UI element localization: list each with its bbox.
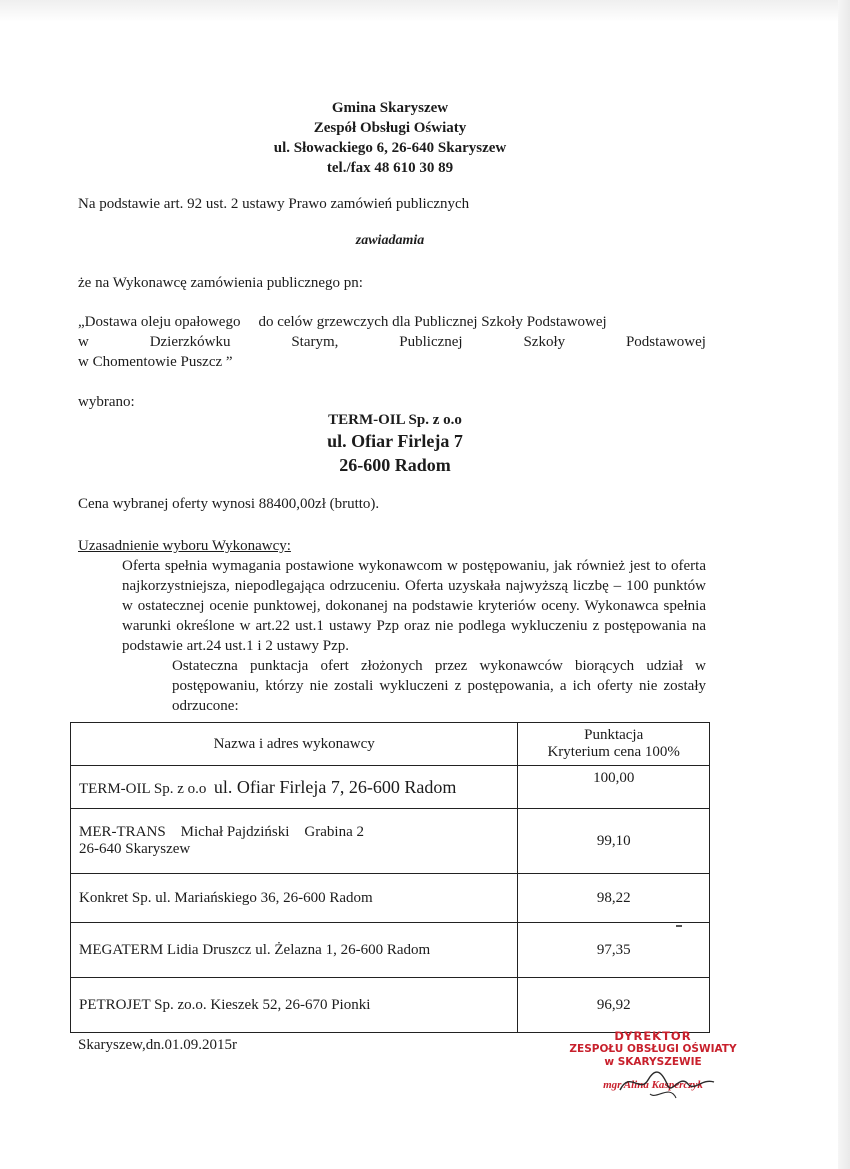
winner-city: 26-600 Radom xyxy=(339,455,451,475)
contractor-cell: PETROJET Sp. zo.o. Kieszek 52, 26-670 Pionki xyxy=(71,978,518,1033)
justification-title: Uzasadnienie wyboru Wykonawcy: xyxy=(78,538,291,554)
justification-para1 xyxy=(78,556,706,656)
winner-name: TERM-OIL Sp. z o.o xyxy=(328,412,462,428)
subject-line3: w Chomentowie Puszcz ” xyxy=(78,354,233,370)
contractor-cell: Konkret Sp. ul. Mariańskiego 36, 26-600 Radom xyxy=(71,874,518,923)
header-score xyxy=(518,723,710,766)
header-contractor: Nazwa i adres wykonawcy xyxy=(71,723,518,766)
scan-shadow-top xyxy=(0,0,850,22)
price-text: Cena wybranej oferty wynosi 88400,00zł (brutto). xyxy=(78,496,380,512)
justification-para2-text: Ostateczna punktacja ofert złożonych przez wykonawców biorących udział w postępowaniu, którzy nie zostali wykluczeni z postępowania, a ich oferty nie zostały odrzucone: xyxy=(172,658,706,714)
contractor-cell xyxy=(71,766,518,809)
place-date: Skaryszew,dn.01.09.2015r xyxy=(78,1037,238,1053)
justification-para2 xyxy=(78,656,706,716)
results-table xyxy=(70,722,710,1033)
table-row xyxy=(71,923,710,978)
score-cell: 99,10 xyxy=(518,809,710,874)
stamp-name: mgr Alina Kasperczyk xyxy=(603,1079,703,1091)
intro-text: że na Wykonawcę zamówienia publicznego pn: xyxy=(78,275,363,291)
scan-shadow-right xyxy=(838,0,850,1169)
contractor-name: MER-TRANS Michał Pajdziński Grabina 2 xyxy=(79,824,364,840)
justification xyxy=(78,536,706,716)
pen-mark xyxy=(676,925,682,927)
subject-word: Starym, xyxy=(291,334,339,350)
score-cell: 98,22 xyxy=(518,874,710,923)
score-cell: 96,92 xyxy=(518,978,710,1033)
handwritten-signature xyxy=(610,1064,730,1104)
subject-line2 xyxy=(78,332,706,352)
table-row xyxy=(71,766,710,809)
contractor-cell xyxy=(71,809,518,874)
subject-word: Dzierzkówku xyxy=(149,334,231,350)
contractor-address: ul. Ofiar Firleja 7, 26-600 Radom xyxy=(213,776,457,797)
contractor-address: 26-640 Skaryszew xyxy=(79,841,191,857)
table-row xyxy=(71,874,710,923)
stamp-title: DYREKTOR xyxy=(614,1029,692,1043)
stamp-office: ZESPOŁU OBSŁUGI OŚWIATY xyxy=(569,1043,737,1055)
justification-para1-text: Oferta spełnia wymagania postawione wykonawcom w postępowaniu, jak również jest to oferta najkorzystniejsza, niepodlegająca odrzuceniu. Oferta uzyskała najwyższą liczbę – 100 punktów w ostatecznej ocenie punktowej, dokonanej na podstawie kryteriów oceny. Wykonawca spełnia warunki określone w art.22 ust.1 ustawy Pzp oraz nie podlega wykluczeniu z postępowania na podstawie art.24 ust.1 i 2 ustawy Pzp. xyxy=(122,558,706,654)
score-cell: 97,35 xyxy=(518,923,710,978)
letterhead-address: ul. Słowackiego 6, 26-640 Skaryszew xyxy=(273,140,507,156)
subject-word: Szkoły xyxy=(523,334,566,350)
stamp-town: w SKARYSZEWIE xyxy=(604,1056,702,1068)
order-subject xyxy=(78,312,706,372)
table-header-row xyxy=(71,723,710,766)
letterhead-phone: tel./fax 48 610 30 89 xyxy=(326,160,454,176)
subject-word: Publicznej xyxy=(399,334,463,350)
header-score-line1: Punktacja xyxy=(584,727,644,743)
score-cell: 100,00 xyxy=(518,766,710,809)
table-row xyxy=(71,978,710,1033)
winner-street: ul. Ofiar Firleja 7 xyxy=(327,431,463,451)
subject-line1-a: „Dostawa oleju opałowego xyxy=(78,314,241,330)
contractor-name: TERM-OIL Sp. z o.o xyxy=(79,780,207,797)
subject-line1-b: do celów grzewczych dla Publicznej Szkoły Podstawowej xyxy=(258,314,607,330)
subject-word: Podstawowej xyxy=(625,334,706,350)
table-row xyxy=(71,809,710,874)
letterhead-municipality: Gmina Skaryszew xyxy=(331,100,449,116)
letterhead xyxy=(0,98,780,178)
notice-heading: zawiadamia xyxy=(355,233,425,248)
header-score-line2: Kryterium cena 100% xyxy=(547,744,680,760)
contractor-cell: MEGATERM Lidia Druszcz ul. Żelazna 1, 26-600 Radom xyxy=(71,923,518,978)
letterhead-office: Zespół Obsługi Oświaty xyxy=(313,120,467,136)
legal-basis: Na podstawie art. 92 ust. 2 ustawy Prawo zamówień publicznych xyxy=(78,196,470,212)
chosen-label: wybrano: xyxy=(78,394,135,410)
subject-word: w xyxy=(78,334,89,350)
